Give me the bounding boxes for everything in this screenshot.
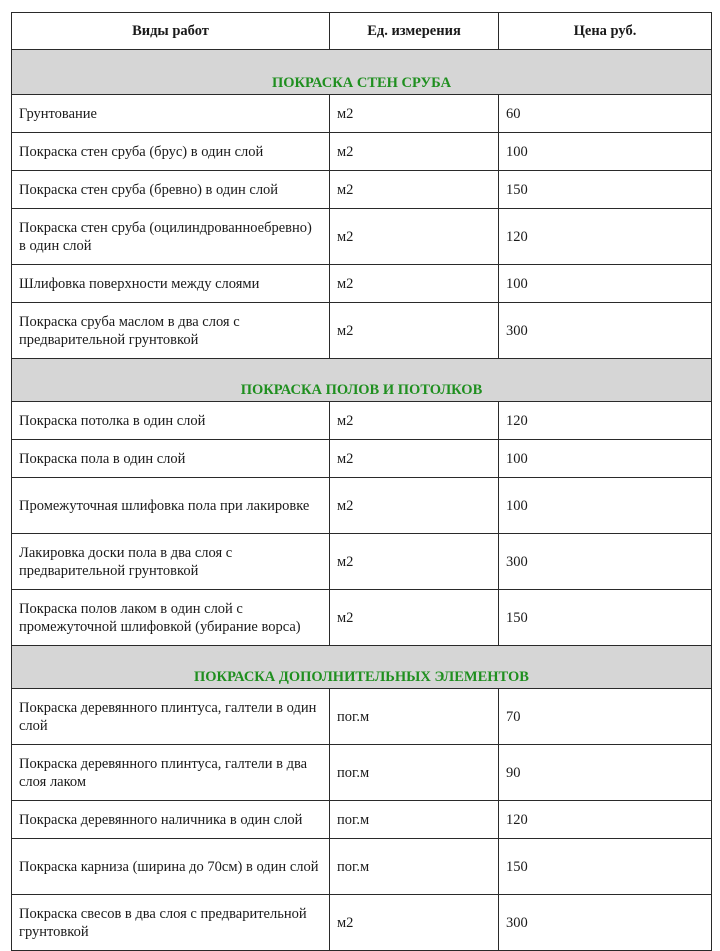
section-title: ПОКРАСКА СТЕН СРУБА xyxy=(12,50,712,95)
section-title: ПОКРАСКА ДОПОЛНИТЕЛЬНЫХ ЭЛЕМЕНТОВ xyxy=(12,646,712,689)
price-cell: 100 xyxy=(499,133,712,171)
price-cell: 100 xyxy=(499,265,712,303)
table-row xyxy=(12,839,712,895)
price-cell: 150 xyxy=(499,590,712,646)
table-row xyxy=(12,895,712,951)
price-cell: 70 xyxy=(499,689,712,745)
price-cell: 90 xyxy=(499,745,712,801)
unit-cell: м2 xyxy=(330,303,499,359)
table-row xyxy=(12,689,712,745)
work-cell: Покраска стен сруба (брус) в один слой xyxy=(12,133,330,171)
unit-cell: м2 xyxy=(330,402,499,440)
price-cell: 60 xyxy=(499,95,712,133)
work-cell: Покраска деревянного наличника в один слой xyxy=(12,801,330,839)
table-row xyxy=(12,402,712,440)
unit-cell: пог.м xyxy=(330,689,499,745)
section-row xyxy=(12,50,712,95)
table-row xyxy=(12,745,712,801)
header-row xyxy=(12,13,712,50)
price-cell: 150 xyxy=(499,171,712,209)
work-cell: Шлифовка поверхности между слоями xyxy=(12,265,330,303)
header-price: Цена руб. xyxy=(499,13,712,50)
work-cell: Промежуточная шлифовка пола при лакировке xyxy=(12,478,330,534)
unit-cell: м2 xyxy=(330,440,499,478)
table-row xyxy=(12,133,712,171)
section-row xyxy=(12,359,712,402)
unit-cell: пог.м xyxy=(330,839,499,895)
work-cell: Грунтование xyxy=(12,95,330,133)
price-cell: 300 xyxy=(499,303,712,359)
price-cell: 120 xyxy=(499,402,712,440)
price-cell: 120 xyxy=(499,209,712,265)
work-cell: Лакировка доски пола в два слоя с предварительной грунтовкой xyxy=(12,534,330,590)
table-row xyxy=(12,265,712,303)
unit-cell: м2 xyxy=(330,209,499,265)
table-row xyxy=(12,209,712,265)
unit-cell: пог.м xyxy=(330,745,499,801)
table-row xyxy=(12,303,712,359)
price-cell: 300 xyxy=(499,895,712,951)
table-row xyxy=(12,801,712,839)
work-cell: Покраска стен сруба (оцилиндрованноебревно) в один слой xyxy=(12,209,330,265)
table-row xyxy=(12,478,712,534)
table-body xyxy=(12,50,712,951)
unit-cell: м2 xyxy=(330,895,499,951)
work-cell: Покраска карниза (ширина до 70см) в один слой xyxy=(12,839,330,895)
header-unit: Ед. измерения xyxy=(330,13,499,50)
price-cell: 120 xyxy=(499,801,712,839)
price-cell: 100 xyxy=(499,478,712,534)
table-row xyxy=(12,95,712,133)
work-cell: Покраска пола в один слой xyxy=(12,440,330,478)
table-row xyxy=(12,534,712,590)
price-cell: 150 xyxy=(499,839,712,895)
table-row xyxy=(12,171,712,209)
unit-cell: пог.м xyxy=(330,801,499,839)
unit-cell: м2 xyxy=(330,133,499,171)
work-cell: Покраска сруба маслом в два слоя с предварительной грунтовкой xyxy=(12,303,330,359)
work-cell: Покраска свесов в два слоя с предварительной грунтовкой xyxy=(12,895,330,951)
price-table xyxy=(11,12,712,951)
unit-cell: м2 xyxy=(330,590,499,646)
unit-cell: м2 xyxy=(330,534,499,590)
unit-cell: м2 xyxy=(330,171,499,209)
section-title: ПОКРАСКА ПОЛОВ И ПОТОЛКОВ xyxy=(12,359,712,402)
header-work: Виды работ xyxy=(12,13,330,50)
price-cell: 300 xyxy=(499,534,712,590)
work-cell: Покраска стен сруба (бревно) в один слой xyxy=(12,171,330,209)
table-row xyxy=(12,590,712,646)
work-cell: Покраска потолка в один слой xyxy=(12,402,330,440)
price-cell: 100 xyxy=(499,440,712,478)
unit-cell: м2 xyxy=(330,478,499,534)
table-row xyxy=(12,440,712,478)
unit-cell: м2 xyxy=(330,265,499,303)
work-cell: Покраска деревянного плинтуса, галтели в два слоя лаком xyxy=(12,745,330,801)
work-cell: Покраска полов лаком в один слой с промежуточной шлифовкой (убирание ворса) xyxy=(12,590,330,646)
section-row xyxy=(12,646,712,689)
unit-cell: м2 xyxy=(330,95,499,133)
work-cell: Покраска деревянного плинтуса, галтели в один слой xyxy=(12,689,330,745)
